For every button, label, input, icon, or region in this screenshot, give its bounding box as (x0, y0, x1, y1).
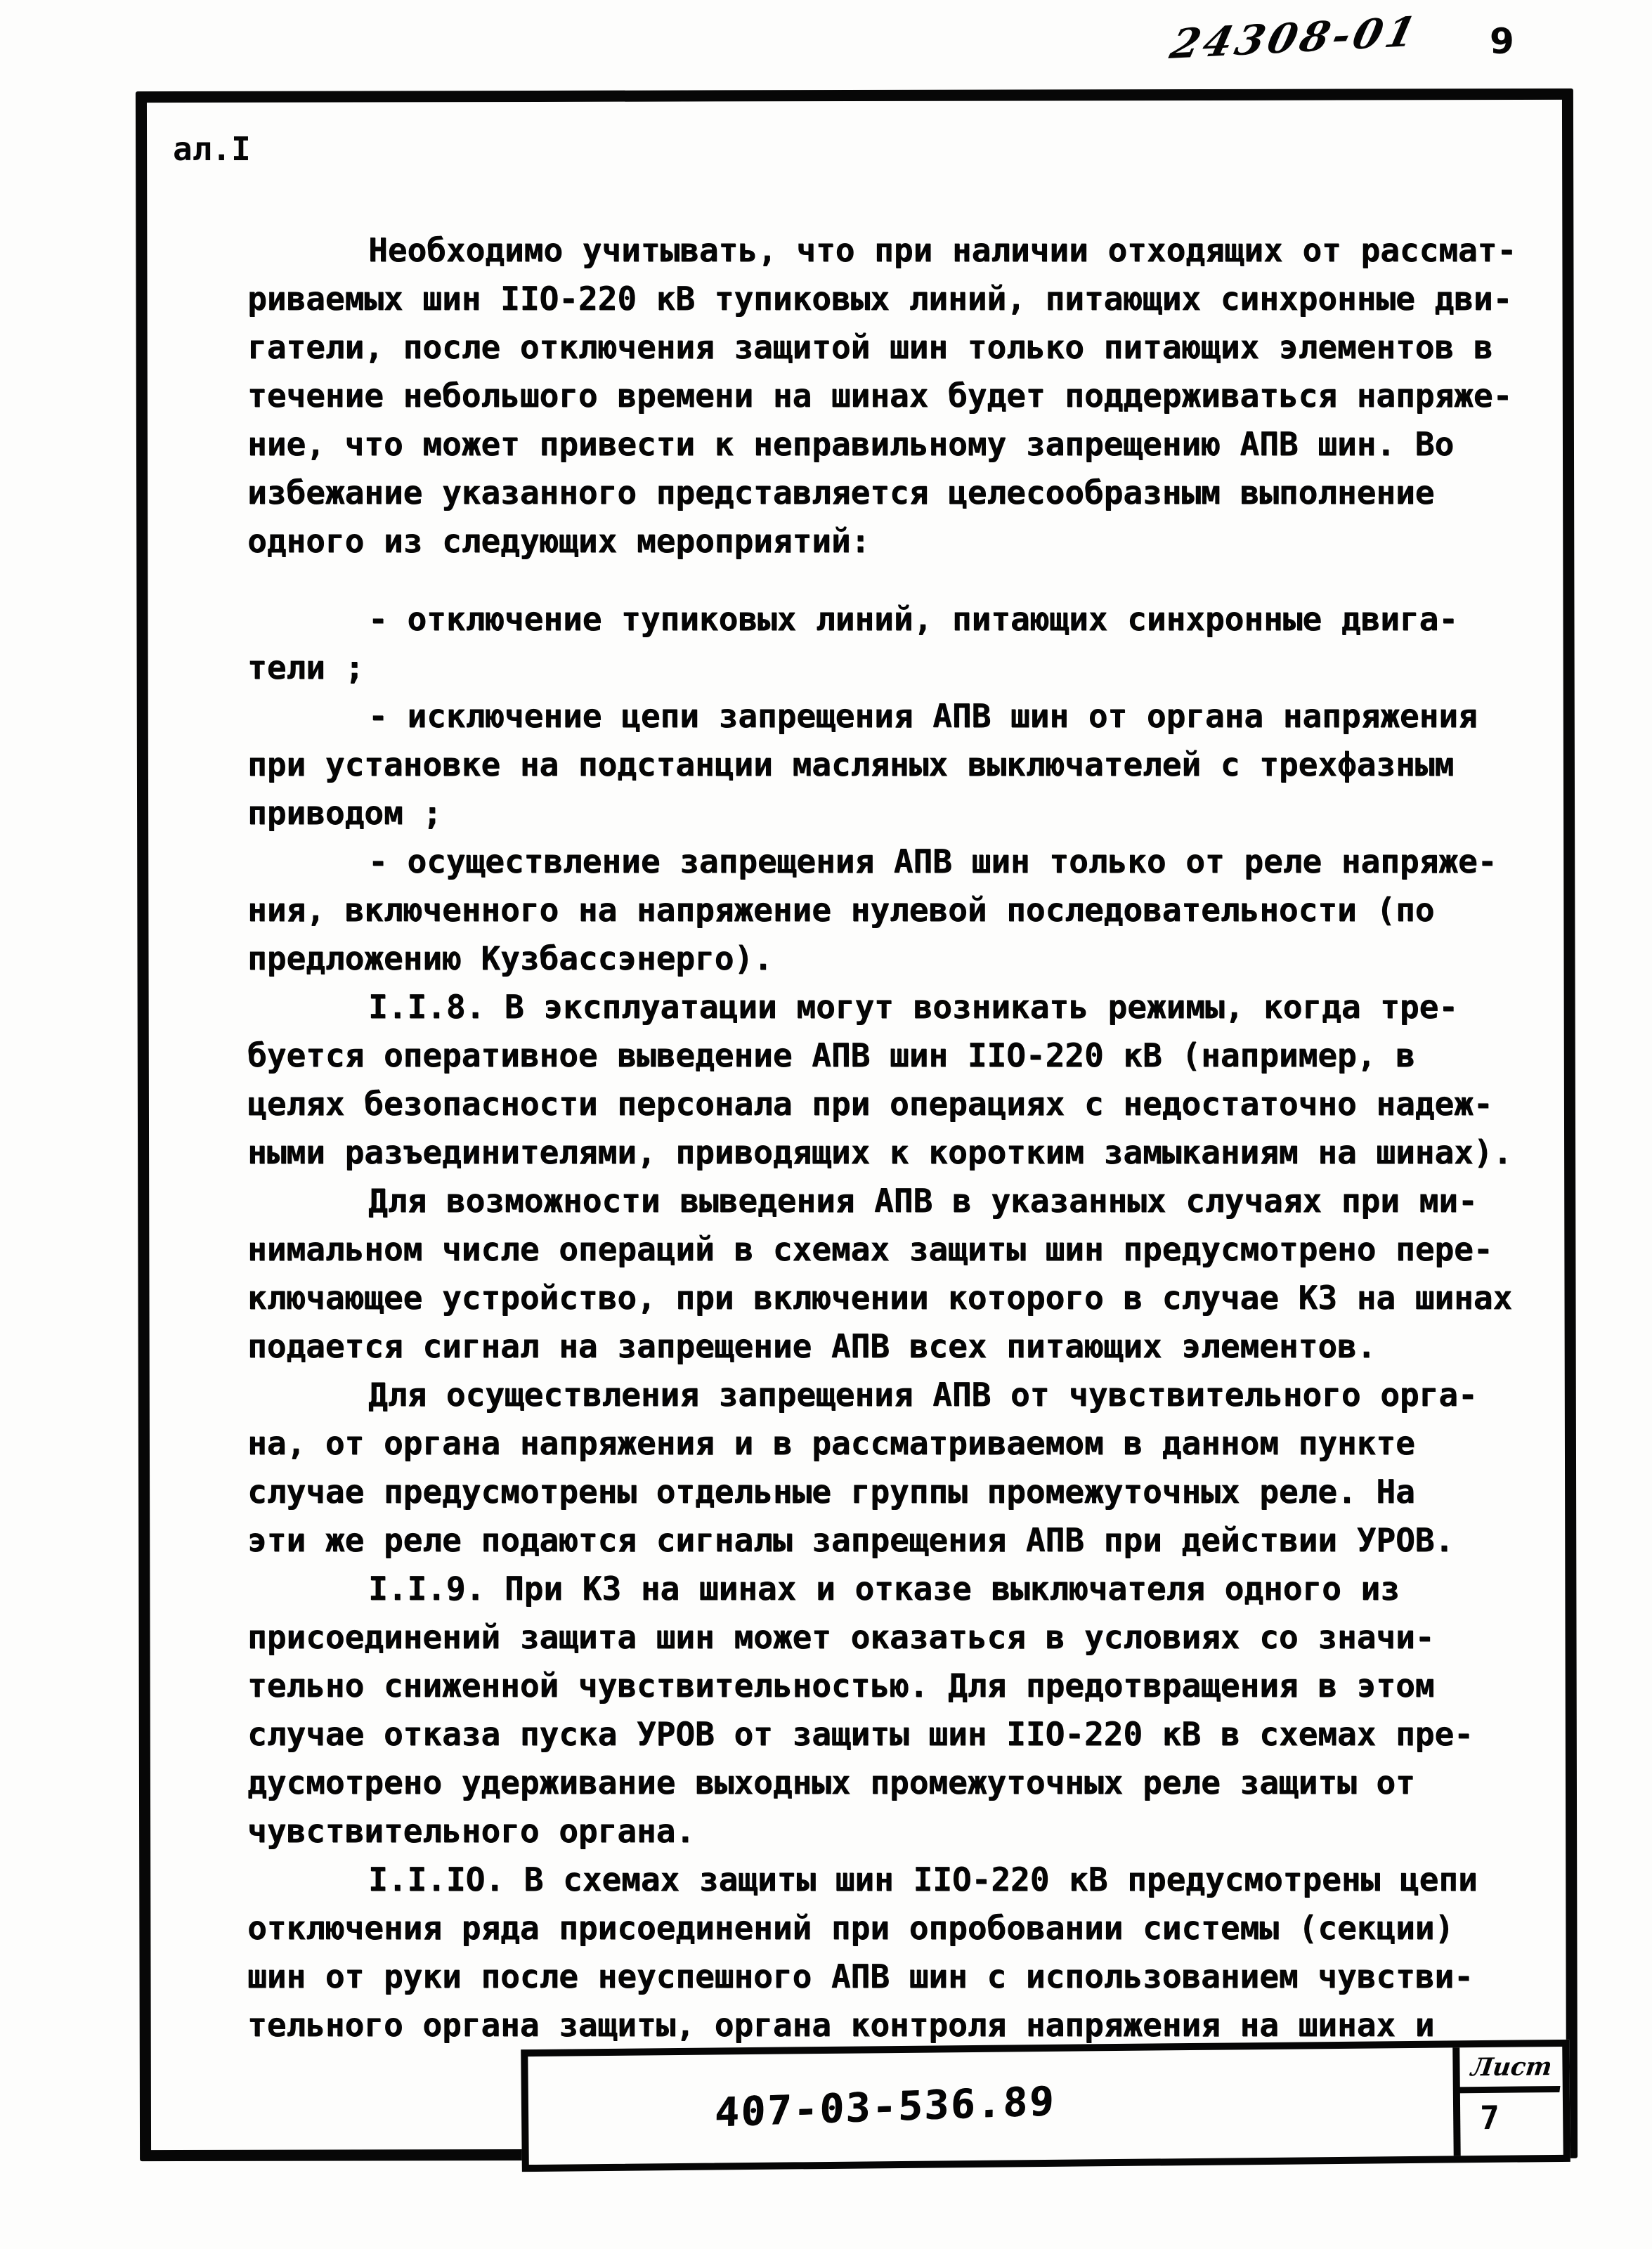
text-line: присоединений защита шин может оказаться в условиях со значи- (247, 1618, 1435, 1656)
text-line: подается сигнал на запрещение АПВ всех питающих элементов. (247, 1327, 1377, 1365)
text-line: предложению Кузбассэнерго). (247, 939, 773, 977)
text-line: при установке на подстанции масляных выключателей с трехфазным (247, 745, 1455, 783)
title-block-main-cell (528, 2047, 1453, 2165)
text-line: дусмотрено удерживание выходных промежуточных реле защиты от (247, 1764, 1415, 1801)
text-line: I.I.8. В эксплуатации могут возникать режимы, когда тре- (368, 988, 1458, 1026)
text-line: течение небольшого времени на шинах будет поддерживаться напряже- (247, 377, 1513, 415)
text-line: нимальном числе операций в схемах защиты шин предусмотрено пере- (247, 1230, 1493, 1268)
handwritten-annotation: 24308-01 (1166, 7, 1424, 68)
text-line: отключения ряда присоединений при опробовании системы (секции) (247, 1909, 1455, 1947)
sheet-label: Лист (1457, 2047, 1566, 2093)
text-line: тельного органа защиты, органа контроля напряжения на шинах и (247, 2006, 1435, 2044)
sheet-number: 7 (1479, 2098, 1500, 2137)
body-text (247, 226, 1554, 2049)
text-line: Для возможности выведения АПВ в указанных случаях при ми- (368, 1182, 1478, 1220)
text-line: - отключение тупиковых линий, питающих синхронные двига- (368, 600, 1458, 638)
title-block (521, 2040, 1570, 2172)
text-line: I.I.9. При КЗ на шинах и отказе выключателя одного из (368, 1570, 1400, 1608)
text-line: Для осуществления запрещения АПВ от чувствительного орга- (368, 1376, 1478, 1414)
section-label: ал.I (173, 130, 251, 168)
text-line: целях безопасности персонала при операциях с недостаточно надеж- (247, 1085, 1493, 1123)
text-line: эти же реле подаются сигналы запрещения АПВ при действии УРОВ. (247, 1521, 1455, 1559)
text-line: гатели, после отключения защитой шин только питающих элементов в (247, 328, 1493, 366)
text-line: I.I.IO. В схемах защиты шин IIO-220 кВ предусмотрены цепи (368, 1860, 1478, 1898)
text-line: случае предусмотрены отдельные группы промежуточных реле. На (247, 1473, 1415, 1511)
text-line: одного из следующих мероприятий: (247, 522, 871, 560)
text-line: тели ; (247, 648, 365, 686)
text-line: ния, включенного на напряжение нулевой последовательности (по (247, 891, 1435, 929)
text-line: чувствительного органа. (247, 1812, 695, 1850)
text-line: - исключение цепи запрещения АПВ шин от органа напряжения (368, 697, 1478, 735)
text-line: Необходимо учитывать, что при наличии отходящих от рассмат- (368, 231, 1516, 269)
title-block-sheet-column (1452, 2047, 1563, 2156)
text-line: ключающее устройство, при включении которого в случае КЗ на шинах (247, 1279, 1513, 1317)
page-number: 9 (1490, 21, 1514, 62)
text-line: ными разъединителями, приводящих к коротким замыканиям на шинах). (247, 1133, 1513, 1171)
text-line: шин от руки после неуспешного АПВ шин с использованием чувстви- (247, 1957, 1474, 1995)
text-line: риваемых шин IIO-220 кВ тупиковых линий, питающих синхронные дви- (247, 280, 1513, 318)
text-line: буется оперативное выведение АПВ шин IIO-220 кВ (например, в (247, 1036, 1415, 1074)
text-line: - осуществление запрещения АПВ шин только от реле напряже- (368, 842, 1497, 880)
text-line: ние, что может привести к неправильному запрещению АПВ шин. Во (247, 425, 1455, 463)
text-line: тельно сниженной чувствительностью. Для предотвращения в этом (247, 1667, 1435, 1704)
text-line: случае отказа пуска УРОВ от защиты шин IIO-220 кВ в схемах пре- (247, 1715, 1474, 1753)
text-line: приводом ; (247, 794, 442, 832)
text-line: избежание указанного представляется целесообразным выполнение (247, 474, 1435, 511)
document-number: 407-03-536.89 (714, 2078, 1057, 2137)
text-line: на, от органа напряжения и в рассматриваемом в данном пункте (247, 1424, 1415, 1462)
